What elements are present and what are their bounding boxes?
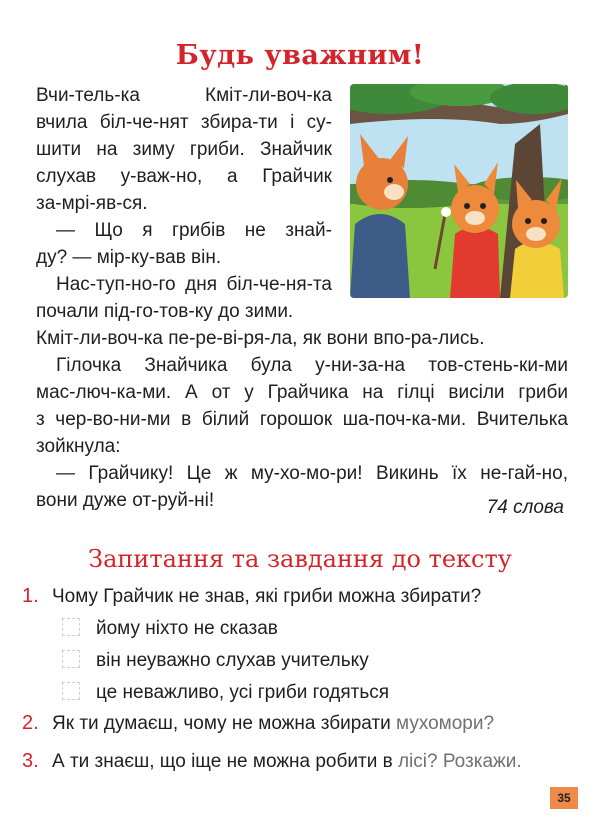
question-text-faded: лісі? Розкажи.: [397, 751, 522, 772]
story-line: шити на зиму гриби. Знайчик: [36, 139, 332, 160]
question-text: Чому Грайчик не знав, які гриби можна збирати?: [52, 586, 482, 607]
story-line: почали під-го-тов-ку до зими.: [36, 301, 294, 322]
question-text: Як ти думаєш, чому не можна збирати: [52, 713, 397, 734]
story-line: слухав у-важ-но, а Грайчик: [36, 166, 332, 187]
story-line: за-мрі-яв-ся.: [36, 193, 148, 214]
story-line: з чер-во-ни-ми в білий горошок ша-поч-ка-ми. Вчителька: [36, 409, 568, 430]
checkbox[interactable]: [62, 618, 80, 636]
story-line: — Що я грибів не знай-: [56, 220, 332, 241]
story-paragraph-4: [36, 352, 568, 460]
story-line: вони дуже от-руй-ні!: [36, 490, 215, 511]
page-number: 35: [550, 787, 578, 809]
checkbox[interactable]: [62, 650, 80, 668]
checkbox[interactable]: [62, 682, 80, 700]
story-line: ду? — мір-ку-вав він.: [36, 247, 222, 268]
answer-option-label: це неважливо, усі гриби годяться: [96, 682, 390, 703]
answer-option[interactable]: [62, 650, 369, 672]
story-line: Кміт-ли-воч-ка пе-ре-ві-ря-ла, як вони впо-ра-лись.: [36, 328, 485, 349]
story-line: мас-люч-ка-ми. А от у Грайчика на гілці висіли гриби: [36, 382, 568, 403]
story-line: зойкнула:: [36, 436, 121, 457]
questions-title: Запитання та завдання до тексту: [88, 545, 512, 573]
question-text-faded: мухомори?: [396, 713, 495, 734]
question-1: [22, 585, 481, 608]
squirrels-illustration: [350, 84, 568, 298]
question-2: [22, 712, 494, 735]
story-paragraph-1: [36, 82, 332, 217]
question-text: А ти знаєш, що іще не можна робити в: [52, 751, 398, 772]
story-line: — Грайчику! Це ж му-хо-мо-ри! Викинь їх не-гай-но,: [56, 463, 568, 484]
story-paragraph-2: [36, 217, 332, 271]
story-line: Гілочка Знайчика була у-ни-за-на тов-стень-ки-ми: [56, 355, 568, 376]
story-line: Нас-туп-но-го дня біл-че-ня-та: [56, 274, 332, 295]
word-count: 74 слова: [486, 497, 564, 518]
answer-option-label: він неуважно слухав учительку: [96, 650, 369, 671]
question-number: 3.: [22, 750, 39, 772]
answer-option-label: йому ніхто не сказав: [96, 618, 278, 639]
answer-option[interactable]: [62, 682, 389, 704]
question-3: [22, 750, 522, 773]
page-title: Будь уважним!: [175, 40, 425, 71]
story-line: вчила біл-че-нят збира-ти і су-: [36, 112, 332, 133]
question-number: 2.: [22, 712, 39, 734]
story-paragraph-3: [36, 271, 332, 325]
story-line: Вчи-тель-ка Кміт-ли-воч-ка: [36, 85, 332, 106]
answer-option[interactable]: [62, 618, 278, 640]
question-number: 1.: [22, 585, 39, 607]
